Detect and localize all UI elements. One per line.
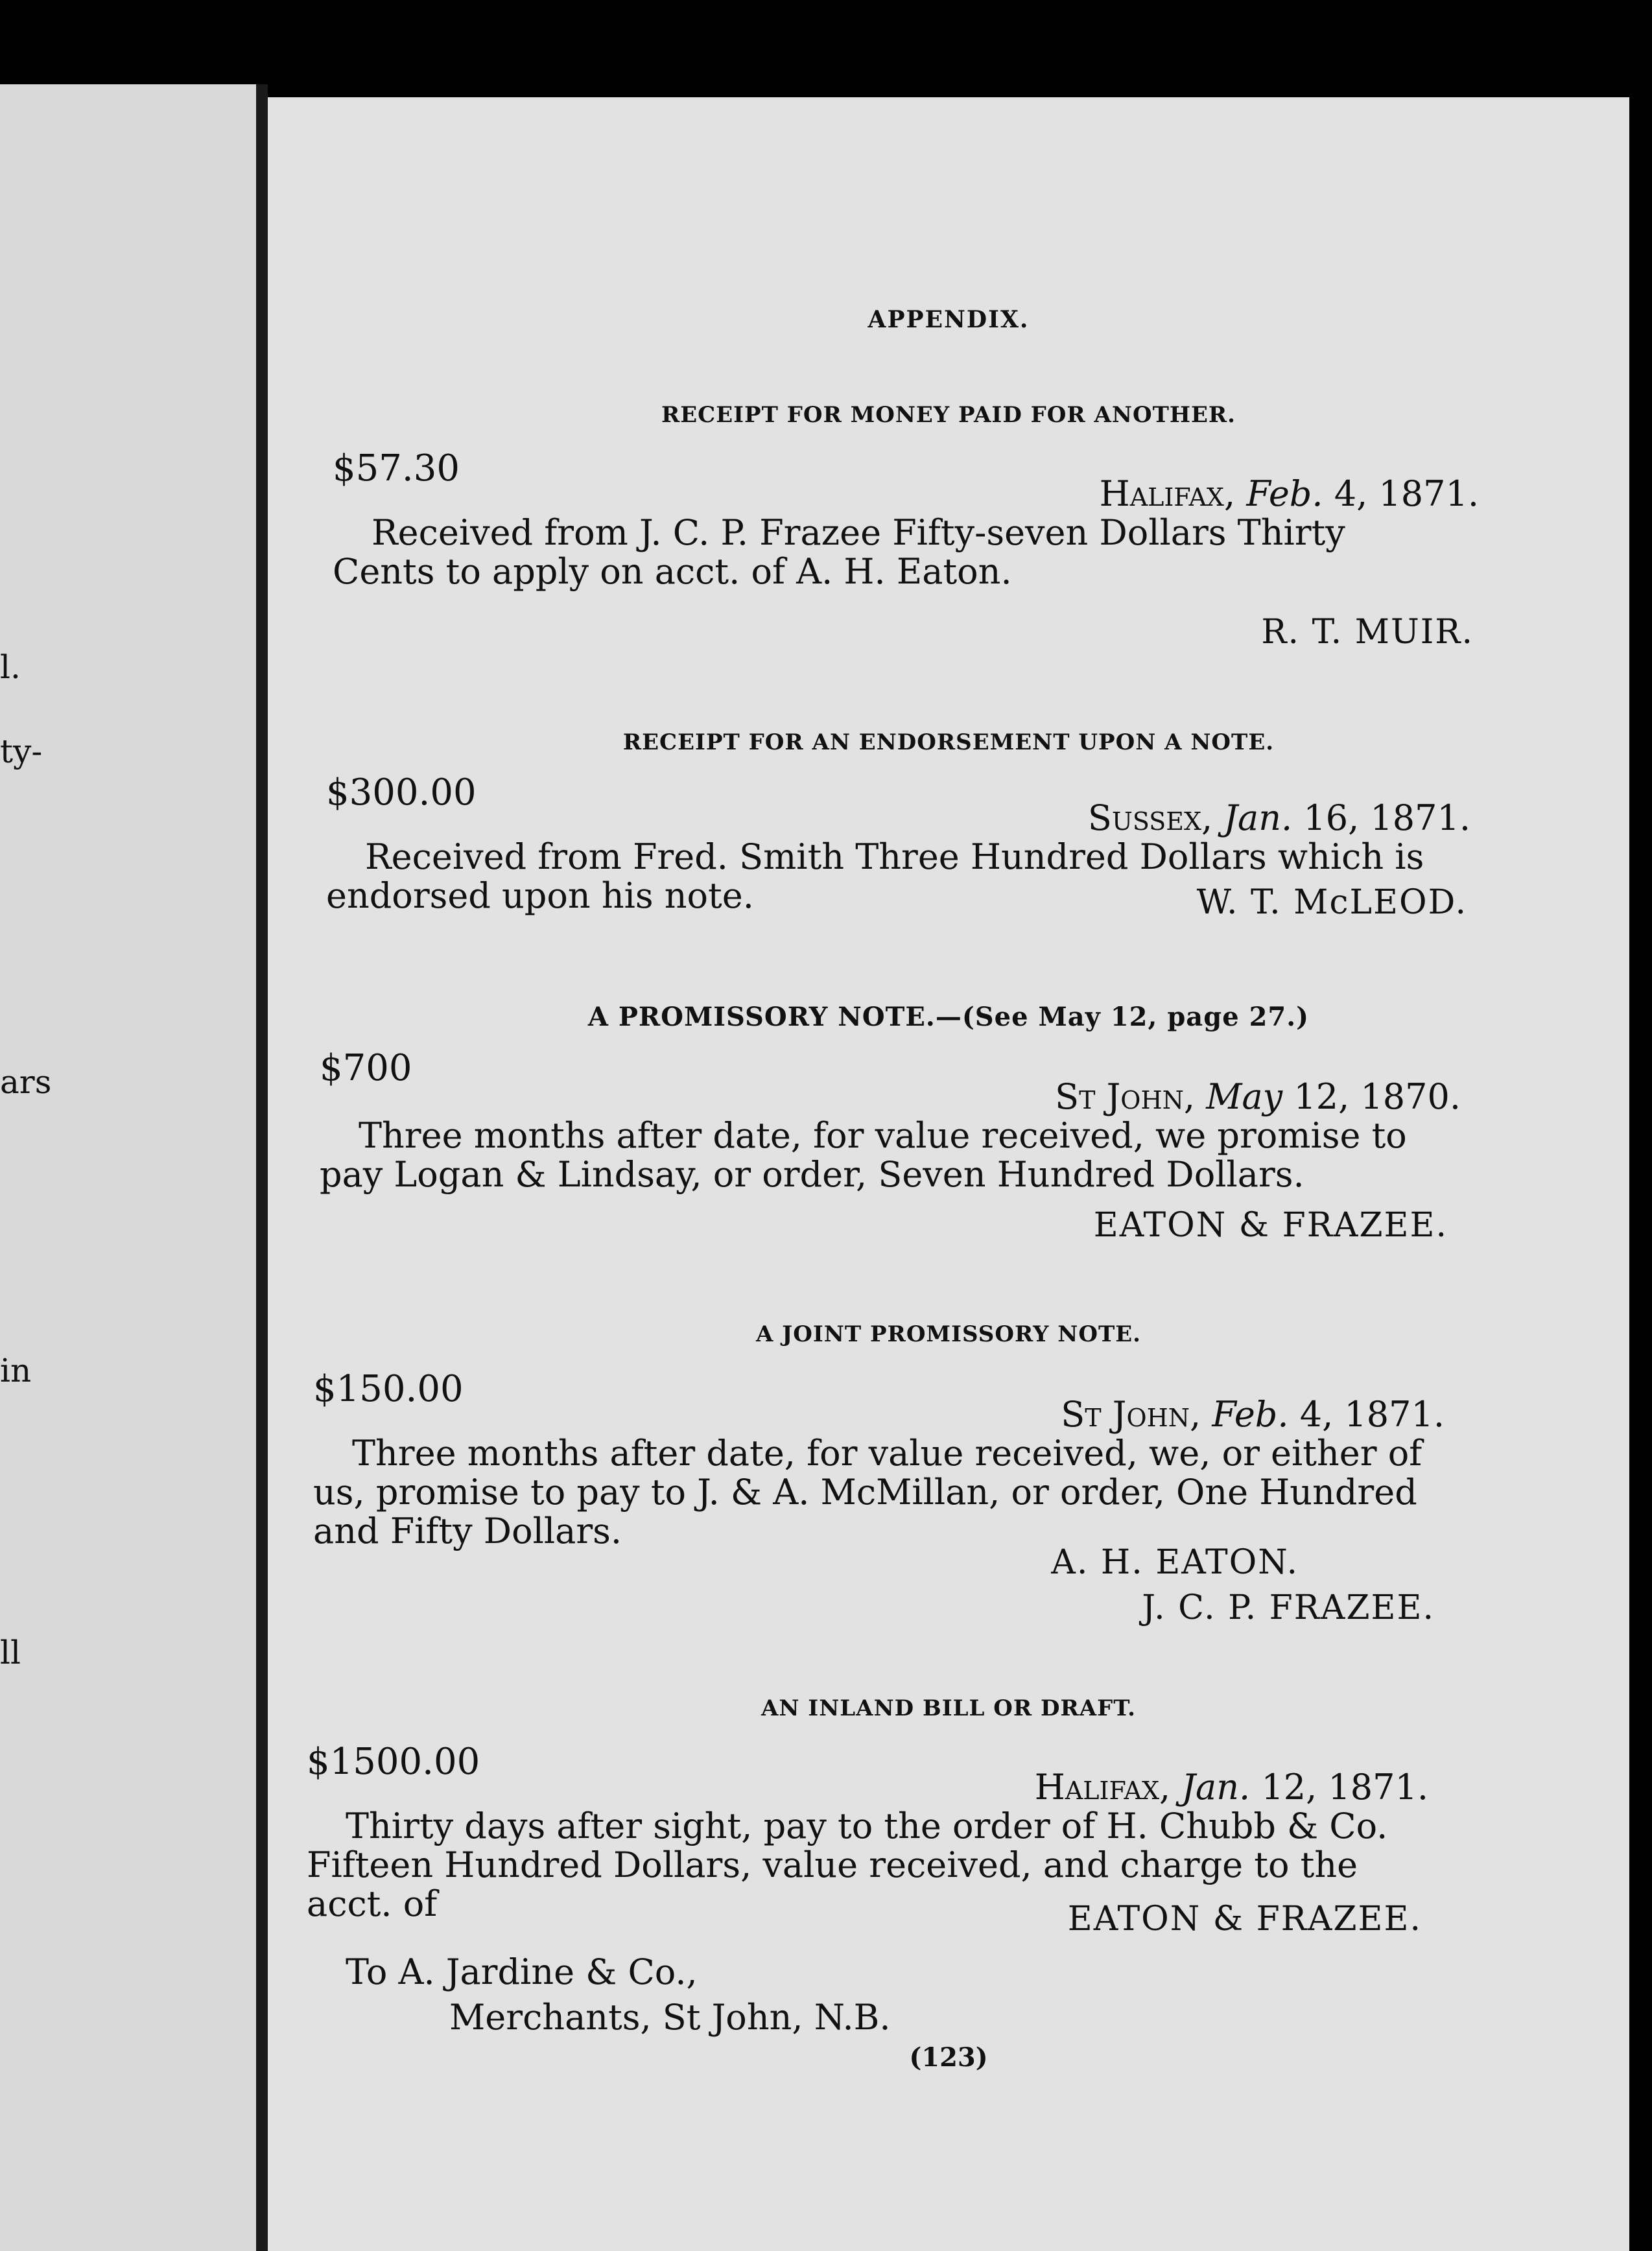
place-date xyxy=(1055,1076,1461,1117)
book-gutter xyxy=(256,84,268,2251)
place: St John, xyxy=(1055,1076,1196,1117)
body-line: Received from J. C. P. Frazee Fifty-seven Dollars Thirty xyxy=(372,512,1345,553)
date-month: May xyxy=(1206,1076,1283,1117)
body-line: us, promise to pay to J. & A. McMillan, or order, One Hundred xyxy=(313,1472,1417,1513)
signature: EATON & FRAZEE. xyxy=(1067,1900,1422,1939)
date-month: Jan. xyxy=(1223,797,1293,838)
section-heading: A PROMISSORY NOTE.—(See May 12, page 27.) xyxy=(587,1002,1310,1032)
place-date xyxy=(1061,1394,1445,1435)
section-heading: AN INLAND BILL OR DRAFT. xyxy=(761,1695,1136,1721)
section-heading: A JOINT PROMISSORY NOTE. xyxy=(755,1321,1142,1347)
date-month: Feb. xyxy=(1246,473,1323,514)
date-rest: 12, 1871. xyxy=(1261,1767,1428,1808)
section-heading: RECEIPT FOR MONEY PAID FOR ANOTHER. xyxy=(661,402,1236,428)
place-date xyxy=(1100,473,1479,514)
amount: $1500.00 xyxy=(307,1741,480,1783)
date-rest: 16, 1871. xyxy=(1303,797,1470,838)
body-line: and Fifty Dollars. xyxy=(313,1511,622,1551)
body-line: acct. of xyxy=(307,1883,438,1924)
signature: J. C. P. FRAZEE. xyxy=(1142,1588,1435,1627)
place-date xyxy=(1035,1767,1428,1808)
date-month: Jan. xyxy=(1181,1767,1251,1808)
body-line: pay Logan & Lindsay, or order, Seven Hundred Dollars. xyxy=(320,1154,1304,1195)
date-rest: 12, 1870. xyxy=(1293,1076,1461,1117)
amount: $700 xyxy=(320,1047,412,1089)
facing-page-text: ll xyxy=(0,1634,21,1671)
body-line: Three months after date, for value received, we, or either of xyxy=(352,1433,1422,1474)
amount: $57.30 xyxy=(333,447,460,489)
body-line: Three months after date, for value received, we promise to xyxy=(359,1115,1407,1156)
body-line: Cents to apply on acct. of A. H. Eaton. xyxy=(333,551,1012,592)
signature: EATON & FRAZEE. xyxy=(1093,1206,1448,1245)
date-rest: 4, 1871. xyxy=(1299,1394,1445,1435)
facing-page-fragment xyxy=(0,84,256,2251)
addressee-line: Merchants, St John, N.B. xyxy=(449,1997,891,2038)
addressee-line: To A. Jardine & Co., xyxy=(346,1951,698,1992)
appendix-title: APPENDIX. xyxy=(867,306,1030,333)
place: Halifax, xyxy=(1034,1767,1171,1808)
place: Sussex, xyxy=(1087,797,1213,838)
amount: $150.00 xyxy=(313,1368,464,1410)
signature: W. T. McLEOD. xyxy=(1196,883,1467,922)
signature: A. H. EATON. xyxy=(1051,1543,1299,1582)
section-heading: RECEIPT FOR AN ENDORSEMENT UPON A NOTE. xyxy=(622,729,1275,755)
date-month: Feb. xyxy=(1212,1394,1289,1435)
signature: R. T. MUIR. xyxy=(1261,613,1474,652)
document-page xyxy=(268,97,1629,2251)
body-line: Thirty days after sight, pay to the order of H. Chubb & Co. xyxy=(346,1806,1388,1846)
page-number: (123) xyxy=(909,2042,988,2073)
facing-page-text: l. xyxy=(0,648,21,686)
date-rest: 4, 1871. xyxy=(1334,473,1479,514)
body-line: endorsed upon his note. xyxy=(326,875,754,916)
place: Halifax, xyxy=(1099,473,1236,514)
place: St John, xyxy=(1061,1394,1201,1435)
body-line: Fifteen Hundred Dollars, value received, and charge to the xyxy=(307,1844,1358,1885)
facing-page-text: ars xyxy=(0,1063,52,1101)
amount: $300.00 xyxy=(326,772,477,814)
body-line: Received from Fred. Smith Three Hundred Dollars which is xyxy=(365,836,1424,877)
facing-page-text: ty- xyxy=(0,733,43,770)
place-date xyxy=(1088,797,1470,838)
facing-page-text: in xyxy=(0,1352,32,1389)
